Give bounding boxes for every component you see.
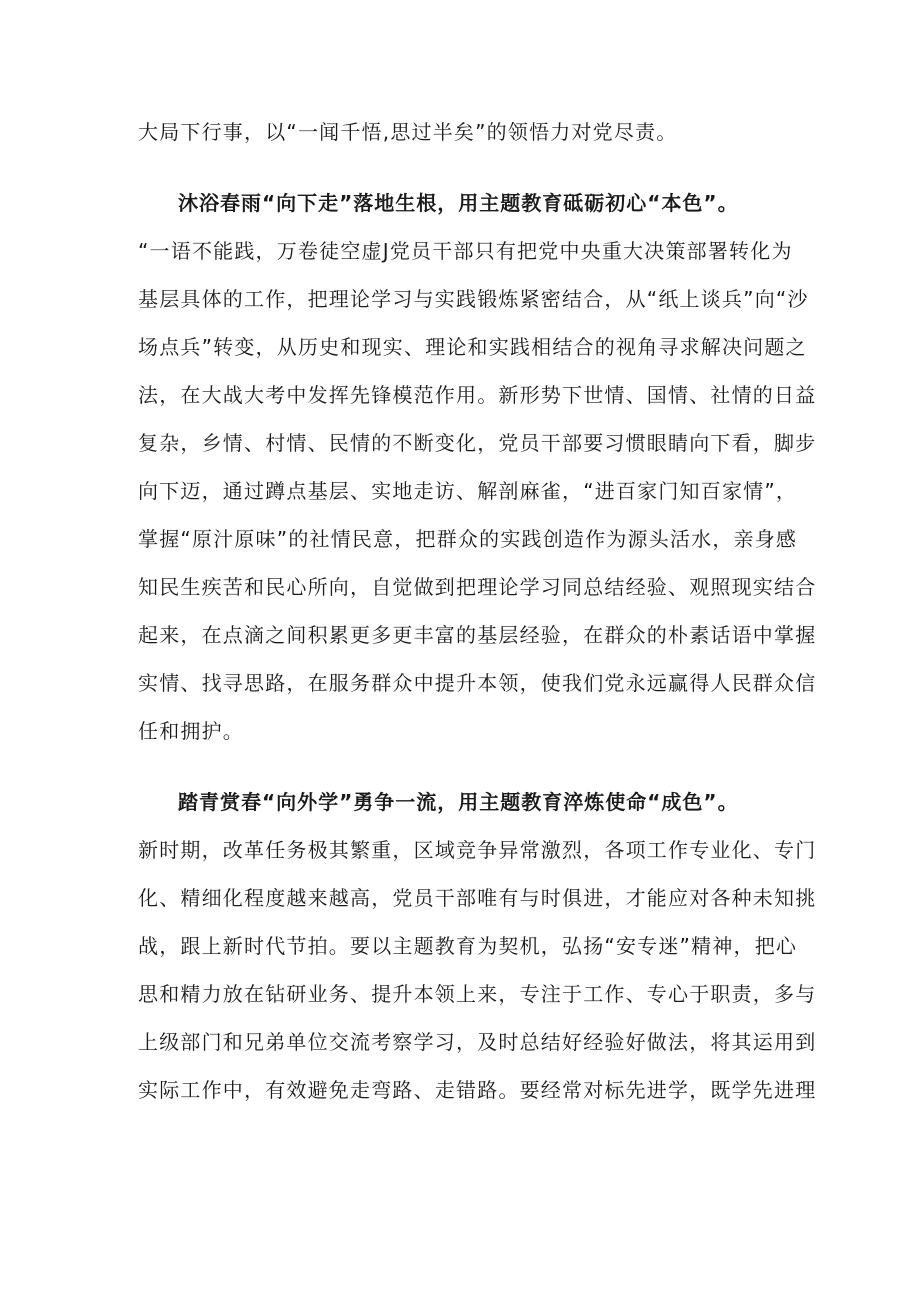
section-1-line-11: 任和拥护。 [138,719,244,743]
section-2-line-3: 战，跟上新时代节拍。要以主题教育为契机，弘扬“安专迷”精神，把心 [138,934,798,958]
section-2-heading: 踏青赏春“向外学”勇争一流，用主题教育淬炼使命“成色”。 [178,790,739,814]
section-1-line-8: 知民生疾苦和民心所向，自觉做到把理论学习同总结经验、观照现实结合 [138,575,817,599]
section-1-line-10: 实情、找寻思路，在服务群众中提升本领，使我们党永远赢得人民群众信 [138,671,817,695]
section-1-line-9: 起来，在点滴之间积累更多更丰富的基层经验，在群众的朴素话语中掌握 [138,623,817,647]
section-1-line-6: 向下迈，通过蹲点基层、实地走访、解剖麻雀，“进百家门知百家情”， [138,479,798,503]
section-2-line-1: 新时期，改革任务极其繁重，区域竞争异常激烈，各项工作专业化、专门 [138,838,817,862]
section-2-line-4: 思和精力放在钻研业务、提升本领上来，专注于工作、专心于职责，多与 [138,982,817,1006]
section-1-line-3: 场点兵”转变，从历史和现实、理论和实践相结合的视角寻求解决问题之 [138,335,807,359]
section-2-line-6: 实际工作中，有效避免走弯路、走错路。要经常对标先进学，既学先进理 [138,1078,817,1102]
section-1-line-7: 掌握“原汁原味”的社情民意，把群众的实践创造作为源头活水，亲身感 [138,527,798,551]
section-1-line-1: “一语不能践，万卷徒空虚J党员干部只有把党中央重大决策部署转化为 [138,239,793,263]
section-1-line-4: 法，在大战大考中发挥先锋模范作用。新形势下世情、国情、社情的日益 [138,383,817,407]
intro-line: 大局下行事，以“一闻千悟,思过半矣”的领悟力对党尽责。 [138,120,678,144]
section-1-heading: 沐浴春雨“向下走”落地生根，用主题教育砥砺初心“本色”。 [178,191,739,215]
section-2-line-2: 化、精细化程度越来越高，党员干部唯有与时俱进，才能应对各种未知挑 [138,886,817,910]
section-1-line-2: 基层具体的工作，把理论学习与实践锻炼紧密结合，从“纸上谈兵”向“沙 [138,287,809,311]
section-2-line-5: 上级部门和兄弟单位交流考察学习，及时总结好经验好做法，将其运用到 [138,1030,817,1054]
section-1-line-5: 复杂，乡情、村情、民情的不断变化，党员干部要习惯眼睛向下看，脚步 [138,431,817,455]
